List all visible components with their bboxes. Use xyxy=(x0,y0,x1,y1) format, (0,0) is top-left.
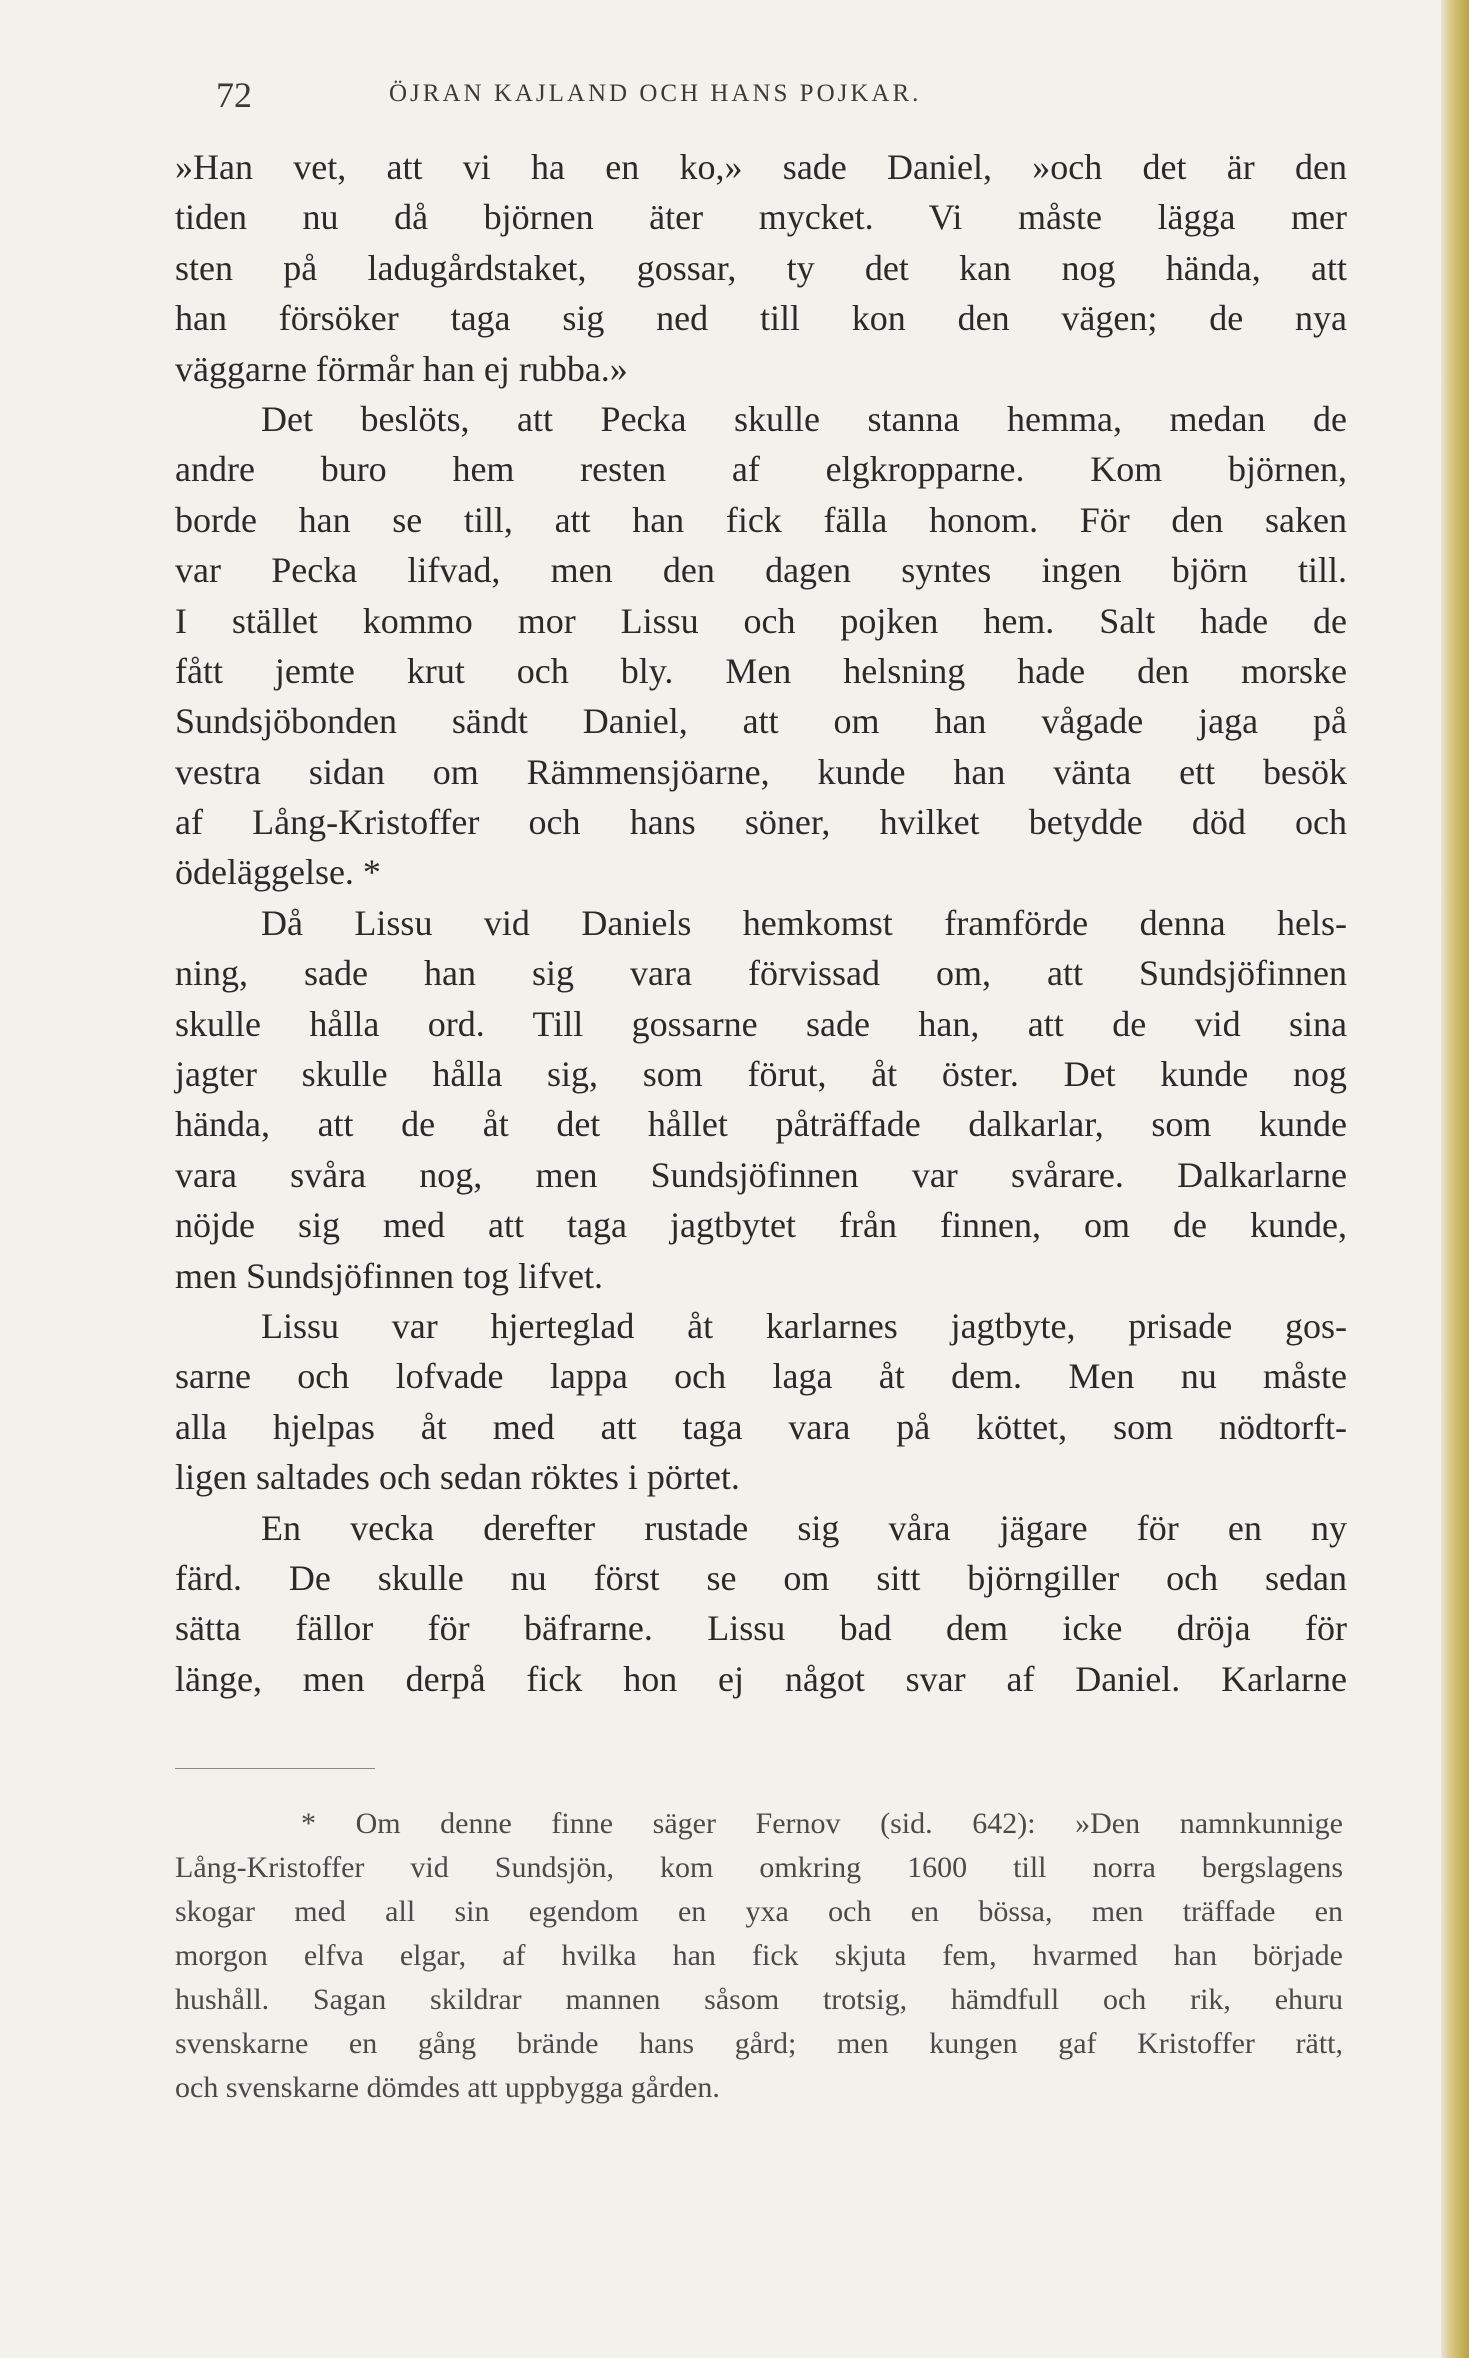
body-line: tiden nu då björnen äter mycket. Vi måste lägga mer xyxy=(175,197,1347,238)
footnote-line: Lång-Kristoffer vid Sundsjön, kom omkring 1600 till norra bergslagens xyxy=(175,1851,1343,1884)
body-line: alla hjelpas åt med att taga vara på köttet, som nödtorft- xyxy=(175,1406,1347,1447)
page-header xyxy=(216,74,1346,114)
body-line: färd. De skulle nu först se om sitt björngiller och sedan xyxy=(175,1557,1347,1598)
body-line: sätta fällor för bäfrarne. Lissu bad dem icke dröja för xyxy=(175,1608,1347,1649)
body-line: jagter skulle hålla sig, som förut, åt öster. Det kunde nog xyxy=(175,1054,1347,1095)
body-line: En vecka derefter rustade sig våra jägare för en ny xyxy=(261,1507,1347,1548)
body-line: vara svåra nog, men Sundsjöfinnen var svårare. Dalkarlarne xyxy=(175,1154,1347,1195)
body-line: Sundsjöbonden sändt Daniel, att om han vågade jaga på xyxy=(175,701,1347,742)
page-edge xyxy=(1441,0,1469,2358)
body-line: men Sundsjöfinnen tog lifvet. xyxy=(175,1255,603,1296)
footnote-line: * Om denne finne säger Fernov (sid. 642): »Den namnkunnige xyxy=(301,1807,1343,1840)
body-line: fått jemte krut och bly. Men helsning hade den morske xyxy=(175,650,1347,691)
body-line: ödeläggelse. * xyxy=(175,852,381,893)
body-line: Det beslöts, att Pecka skulle stanna hemma, medan de xyxy=(261,398,1347,439)
body-line: vestra sidan om Rämmensjöarne, kunde han vänta ett besök xyxy=(175,751,1347,792)
footnote-line: och svenskarne dömdes att uppbygga gården. xyxy=(175,2071,720,2104)
body-line: ning, sade han sig vara förvissad om, att Sundsjöfinnen xyxy=(175,953,1347,994)
footnote xyxy=(175,1802,1343,2110)
body-line: länge, men derpå fick hon ej något svar af Daniel. Karlarne xyxy=(175,1658,1347,1699)
body-line: skulle hålla ord. Till gossarne sade han, att de vid sina xyxy=(175,1003,1347,1044)
footnote-line: hushåll. Sagan skildrar mannen såsom trotsig, hämdfull och rik, ehuru xyxy=(175,1983,1343,2016)
body-text xyxy=(175,142,1347,1704)
footnote-rule xyxy=(175,1768,375,1769)
body-line: Lissu var hjerteglad åt karlarnes jagtbyte, prisade gos- xyxy=(261,1305,1347,1346)
footnote-line: svenskarne en gång brände hans gård; men kungen gaf Kristoffer rätt, xyxy=(175,2027,1343,2060)
body-line: han försöker taga sig ned till kon den vägen; de nya xyxy=(175,298,1347,339)
footnote-line: skogar med all sin egendom en yxa och en bössa, men träffade en xyxy=(175,1895,1343,1928)
body-line: sten på ladugårdstaket, gossar, ty det kan nog hända, att xyxy=(175,247,1347,288)
body-line: Då Lissu vid Daniels hemkomst framförde denna hels- xyxy=(261,902,1347,943)
body-line: väggarne förmår han ej rubba.» xyxy=(175,348,628,389)
running-title: ÖJRAN KAJLAND OCH HANS POJKAR. xyxy=(389,80,922,107)
body-line: borde han se till, att han fick fälla honom. För den saken xyxy=(175,499,1347,540)
body-line: »Han vet, att vi ha en ko,» sade Daniel, »och det är den xyxy=(175,147,1347,187)
body-line: af Lång-Kristoffer och hans söner, hvilket betydde död och xyxy=(175,802,1347,843)
body-line: var Pecka lifvad, men den dagen syntes ingen björn till. xyxy=(175,550,1347,591)
body-line: andre buro hem resten af elgkropparne. Kom björnen, xyxy=(175,449,1347,490)
body-line: ligen saltades och sedan röktes i pörtet. xyxy=(175,1457,740,1498)
body-line: nöjde sig med att taga jagtbytet från finnen, om de kunde, xyxy=(175,1205,1347,1246)
page-number: 72 xyxy=(216,75,252,115)
footnote-line: morgon elfva elgar, af hvilka han fick skjuta fem, hvarmed han började xyxy=(175,1939,1343,1972)
body-line: sarne och lofvade lappa och laga åt dem. Men nu måste xyxy=(175,1356,1347,1397)
body-line: I stället kommo mor Lissu och pojken hem. Salt hade de xyxy=(175,600,1347,641)
body-line: hända, att de åt det hållet påträffade dalkarlar, som kunde xyxy=(175,1104,1347,1145)
